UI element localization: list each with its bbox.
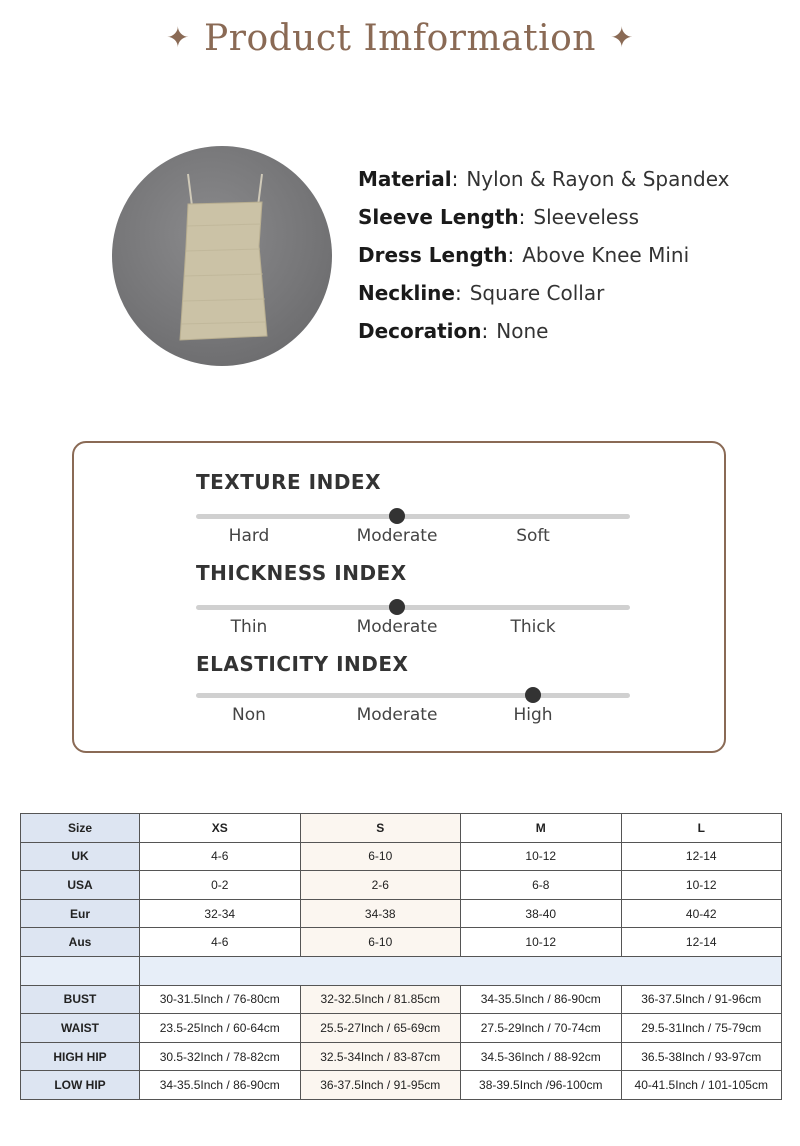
table-cell: 34-35.5Inch / 86-90cm <box>140 1071 301 1100</box>
table-cell: 23.5-25Inch / 60-64cm <box>140 1014 301 1043</box>
table-row-label: LOW HIP <box>21 1071 140 1100</box>
table-row-label: Aus <box>21 928 140 957</box>
table-cell: 30.5-32Inch / 78-82cm <box>140 1042 301 1071</box>
table-spacer-row <box>21 956 782 985</box>
table-cell: 38-40 <box>461 899 622 928</box>
table-cell: 25.5-27Inch / 65-69cm <box>300 1014 461 1043</box>
table-row-label: UK <box>21 842 140 871</box>
thickness-index-track <box>196 605 630 610</box>
table-cell: 4-6 <box>140 842 301 871</box>
table-cell: 4-6 <box>140 928 301 957</box>
table-row-label: Eur <box>21 899 140 928</box>
spec-colon: : <box>507 243 515 267</box>
spec-value: Nylon & Rayon & Spandex <box>466 167 730 191</box>
thickness-tick-mid: Moderate <box>356 617 438 637</box>
table-row <box>21 899 782 928</box>
thickness-tick-low: Thin <box>230 617 268 637</box>
table-header-row <box>21 814 782 843</box>
table-cell: 40-42 <box>621 899 782 928</box>
table-cell: 12-14 <box>621 842 782 871</box>
table-cell: 36.5-38Inch / 93-97cm <box>621 1042 782 1071</box>
table-cell: 12-14 <box>621 928 782 957</box>
table-row-label: BUST <box>21 985 140 1014</box>
thickness-index-knob <box>389 599 405 615</box>
table-cell: 32.5-34Inch / 83-87cm <box>300 1042 461 1071</box>
table-row <box>21 1042 782 1071</box>
spec-colon: : <box>451 167 459 191</box>
spec-value: Above Knee Mini <box>522 243 690 267</box>
table-cell: 6-10 <box>300 928 461 957</box>
table-cell: 34-38 <box>300 899 461 928</box>
table-row <box>21 1071 782 1100</box>
table-row-label: WAIST <box>21 1014 140 1043</box>
spec-value: Square Collar <box>469 281 605 305</box>
elasticity-index-knob <box>525 687 541 703</box>
spec-value: None <box>496 319 549 343</box>
table-cell: 34-35.5Inch / 86-90cm <box>461 985 622 1014</box>
spec-row-dress-length <box>358 241 730 279</box>
table-row-label: USA <box>21 871 140 900</box>
spec-label: Neckline <box>358 281 455 305</box>
size-chart-table <box>20 813 782 1100</box>
table-cell: 2-6 <box>300 871 461 900</box>
spec-colon: : <box>481 319 489 343</box>
spec-colon: : <box>454 281 462 305</box>
table-row <box>21 842 782 871</box>
table-spacer-cell <box>21 956 140 985</box>
page-title <box>0 18 800 59</box>
thickness-index-title: THICKNESS INDEX <box>196 561 407 585</box>
table-cell: 32-32.5Inch / 81.85cm <box>300 985 461 1014</box>
table-cell: 29.5-31Inch / 75-79cm <box>621 1014 782 1043</box>
table-cell: 36-37.5Inch / 91-95cm <box>300 1071 461 1100</box>
table-header-cell: L <box>621 814 782 843</box>
texture-tick-mid: Moderate <box>356 526 438 546</box>
table-cell: 10-12 <box>621 871 782 900</box>
sparkle-icon: ✦ <box>609 21 634 54</box>
elasticity-index-title: ELASTICITY INDEX <box>196 652 409 676</box>
table-row <box>21 871 782 900</box>
spec-list <box>358 165 730 355</box>
texture-index-track <box>196 514 630 519</box>
texture-tick-high: Soft <box>516 526 550 546</box>
spec-label: Sleeve Length <box>358 205 519 229</box>
table-spacer-cell <box>140 956 782 985</box>
spec-label: Material <box>358 167 452 191</box>
elasticity-tick-high: High <box>513 705 553 725</box>
sparkle-icon: ✦ <box>166 21 191 54</box>
table-row <box>21 1014 782 1043</box>
page-title-text: Product Imformation <box>204 18 596 59</box>
elasticity-index-track <box>196 693 630 698</box>
spec-row-neckline <box>358 279 730 317</box>
table-header-cell: S <box>300 814 461 843</box>
table-cell: 32-34 <box>140 899 301 928</box>
texture-tick-low: Hard <box>228 526 270 546</box>
table-cell: 27.5-29Inch / 70-74cm <box>461 1014 622 1043</box>
table-cell: 34.5-36Inch / 88-92cm <box>461 1042 622 1071</box>
spec-row-material <box>358 165 730 203</box>
table-cell: 10-12 <box>461 928 622 957</box>
table-cell: 0-2 <box>140 871 301 900</box>
spec-label: Dress Length <box>358 243 508 267</box>
spec-row-sleeve-length <box>358 203 730 241</box>
table-header-cell: Size <box>21 814 140 843</box>
table-header-cell: XS <box>140 814 301 843</box>
table-cell: 6-8 <box>461 871 622 900</box>
table-row <box>21 985 782 1014</box>
texture-index-knob <box>389 508 405 524</box>
dress-photo <box>112 146 332 366</box>
texture-index-title: TEXTURE INDEX <box>196 470 381 494</box>
table-row <box>21 928 782 957</box>
table-cell: 38-39.5Inch /96-100cm <box>461 1071 622 1100</box>
table-cell: 36-37.5Inch / 91-96cm <box>621 985 782 1014</box>
elasticity-tick-low: Non <box>232 705 266 725</box>
spec-label: Decoration <box>358 319 482 343</box>
elasticity-tick-mid: Moderate <box>356 705 438 725</box>
table-cell: 6-10 <box>300 842 461 871</box>
table-header-cell: M <box>461 814 622 843</box>
spec-value: Sleeveless <box>533 205 640 229</box>
table-cell: 10-12 <box>461 842 622 871</box>
table-cell: 30-31.5Inch / 76-80cm <box>140 985 301 1014</box>
spec-row-decoration <box>358 317 730 355</box>
spec-colon: : <box>518 205 526 229</box>
table-cell: 40-41.5Inch / 101-105cm <box>621 1071 782 1100</box>
table-row-label: HIGH HIP <box>21 1042 140 1071</box>
thickness-tick-high: Thick <box>510 617 556 637</box>
